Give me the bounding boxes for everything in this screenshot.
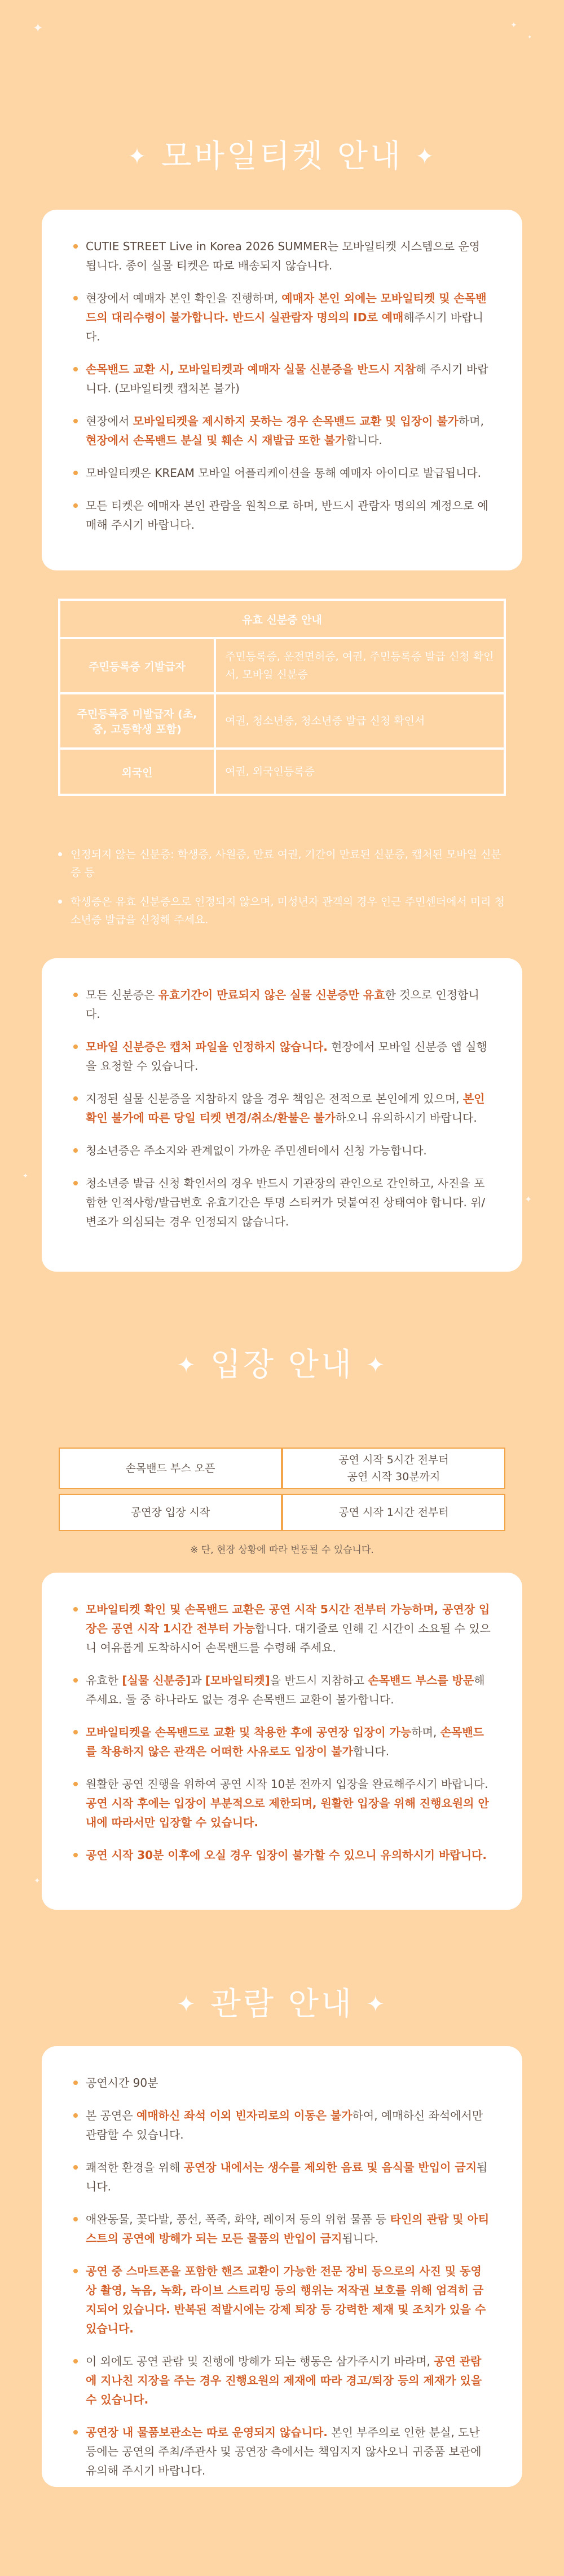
highlight-text: 현장에서 손목밴드 분실 및 훼손 시 재발급 또한 불가 (86, 433, 346, 447)
section-title-mobile-ticket: ✦ 모바일티켓 안내 ✦ (0, 134, 564, 179)
list-item (73, 1774, 491, 1832)
body-text: CUTIE STREET Live in Korea 2026 SUMMER는 모바일티켓 시스템으로 운영됩니다. 종이 실물 티켓은 따로 배송되지 않습니다. (86, 240, 481, 272)
body-text: 현장에서 예매자 본인 확인을 진행하며, (86, 291, 282, 305)
highlight-text: 모바일 신분증은 캡처 파일을 인정하지 않습니다. (86, 1040, 328, 1054)
highlight-text: 공연 관람에 지나친 지장을 주는 경우 진행요원의 제재에 따라 경고/퇴장 등의 제재가 있을 수 있습니다. (86, 2354, 482, 2406)
list-item (73, 1141, 491, 1160)
sparkle-icon: ✦ (527, 34, 532, 41)
highlight-text: 모바일티켓을 손목밴드로 교환 및 착용한 후에 공연장 입장이 가능 (86, 1725, 412, 1739)
list-item (73, 1723, 491, 1761)
body-text: 됩니다. (342, 2232, 378, 2245)
list-item (73, 2352, 491, 2409)
body-text: 합니다. (352, 1745, 390, 1758)
id-row-label: 외국인 (59, 749, 215, 795)
list-item: 인정되지 않는 신분증: 학생증, 사원증, 만료 여권, 기간이 만료된 신분증, 캡처된 모바일 신분증 등 (58, 846, 506, 882)
body-text: 이 외에도 공연 관람 및 진행에 방해가 되는 행동은 삼가주시기 바라며, (86, 2354, 434, 2368)
list-item (73, 2158, 491, 2196)
entry-row-value: 공연 시작 1시간 전부터 (282, 1494, 505, 1531)
entry-row-value: 공연 시작 5시간 전부터 공연 시작 30분까지 (282, 1448, 505, 1489)
section-title-entry: ✦ 입장 안내 ✦ (0, 1343, 564, 1388)
list-item: 학생증은 유효 신분증으로 인정되지 않으며, 미성년자 관객의 경우 인근 주민센터에서 미리 청소년증 발급을 신청해 주세요. (58, 893, 506, 929)
body-text: 합니다. (346, 433, 382, 447)
entry-row-label: 공연장 입장 시작 (59, 1494, 282, 1531)
list-item (73, 2261, 491, 2338)
body-text: 청소년증 발급 신청 확인서의 경우 반드시 기관장의 관인으로 간인하고, 사진을 포함한 인적사항/발급번호 유효기간은 투명 스티커가 덧붙여진 상태여야 합니다. 위/변조가 의심되는 경우 인정되지 않습니다. (86, 1176, 486, 1228)
id-row-value: 여권, 외국인등록증 (215, 749, 505, 795)
list-item (73, 463, 491, 483)
list-item (73, 2423, 491, 2480)
body-text: 현장에서 (86, 414, 133, 428)
id-row-value: 여권, 청소년증, 청소년증 발급 신청 확인서 (215, 693, 505, 749)
body-text: 과 (191, 1674, 205, 1687)
star-icon: ✦ (366, 1991, 387, 2017)
list-item (73, 289, 491, 346)
id-notes-list (58, 846, 506, 940)
entry-rules-list (73, 1600, 491, 1865)
list-item (73, 1671, 491, 1709)
entry-row-label: 손목밴드 부스 오픈 (59, 1448, 282, 1489)
id-card (42, 958, 522, 1272)
body-text: 본인 부주의로 인한 분실, 도난 등에는 공연의 주최/주관사 및 공연장 측에서는 책임지지 않사오니 귀중품 보관에 유의해 주시기 바랍니다. (86, 2425, 482, 2477)
id-row-value: 주민등록증, 운전면허증, 여권, 주민등록증 발급 신청 확인서, 모바일 신분증 (215, 638, 505, 693)
viewing-card (42, 2046, 522, 2487)
body-text: 모든 티켓은 예매자 본인 관람을 원칙으로 하며, 반드시 관람자 명의의 계정으로 예매해 주시기 바랍니다. (86, 499, 488, 532)
star-icon: ✦ (177, 1991, 198, 2017)
entry-note: ※ 단, 현장 상황에 따라 변동될 수 있습니다. (190, 1544, 374, 1556)
star-icon: ✦ (177, 1352, 198, 1378)
section-title-viewing: ✦ 관람 안내 ✦ (0, 1982, 564, 2027)
body-text: 해주시기 바랍니다. (86, 311, 483, 343)
list-item (73, 1174, 491, 1231)
sparkle-icon: ✦ (23, 1172, 29, 1180)
highlight-text: 모바일티켓 확인 및 손목밴드 교환은 공연 시작 5시간 전부터 가능하며, 공연장 입장은 공연 시작 1시간 전부터 가능 (86, 1603, 490, 1635)
highlight-text: [모바일티켓] (205, 1674, 270, 1687)
sparkle-icon: ✦ (33, 21, 43, 36)
list-item (73, 2073, 491, 2092)
sparkle-icon: ✦ (34, 1876, 41, 1885)
list-item (73, 411, 491, 450)
list-item (73, 1089, 491, 1127)
highlight-text: [실물 신분증] (122, 1674, 191, 1687)
list-item (73, 2210, 491, 2248)
mobile-ticket-list (73, 237, 491, 534)
highlight-text: 손목밴드 부스를 방문 (368, 1674, 474, 1687)
body-text: 공연시간 90분 (86, 2076, 158, 2090)
list-item (73, 1845, 491, 1865)
body-text: 모바일티켓은 KREAM 모바일 어플리케이션을 통해 예매자 아이디로 발급됩니다. (86, 466, 482, 480)
highlight-text: 예매자 본인 외에는 모바일티켓 및 손목밴드의 대리수령이 불가합니다. 반드시 실관람자 명의의 ID로 예매 (86, 291, 487, 324)
body-text: 합니다. 대기줄로 인해 긴 시간이 소요될 수 있으니 여유롭게 도착하시어 손목밴드를 수령해 주세요. (86, 1622, 491, 1654)
entry-card (42, 1573, 522, 1910)
body-text: 원활한 공연 진행을 위하여 공연 시작 10분 전까지 입장을 완료해주시기 바랍니다. (86, 1777, 488, 1791)
highlight-text: 공연 시작 후에는 입장이 부분적으로 제한되며, 원활한 입장을 위해 진행요원의 안내에 따라서만 입장할 수 있습니다. (86, 1796, 489, 1829)
id-row-label: 주민등록증 기발급자 (59, 638, 215, 693)
list-item (73, 237, 491, 275)
highlight-text: 본인 확인 불가에 따른 당일 티켓 변경/취소/환불은 불가 (86, 1092, 485, 1125)
body-text: 됩니다. (86, 2161, 488, 2193)
valid-id-table-header: 유효 신분증 안내 (59, 600, 505, 638)
highlight-text: 공연장 내 물품보관소는 따로 운영되지 않습니다. (86, 2425, 328, 2439)
entry-time-table (59, 1448, 505, 1531)
sparkle-icon: ✦ (525, 1194, 532, 1205)
list-item (73, 496, 491, 534)
body-text: 하며, (458, 414, 484, 428)
star-icon: ✦ (366, 1352, 387, 1378)
highlight-text: 공연 중 스마트폰을 포함한 핸즈 교환이 가능한 전문 장비 등으로의 사진 및 동영상 촬영, 녹음, 녹화, 라이브 스트리밍 등의 행위는 저작권 보호를 위해 엄격히 금지되어 있습니다. 반복된 적발시에는 강제 퇴장 등 강력한 제재 및 조치가 있을 수 있습니다. (86, 2264, 486, 2335)
body-text: 애완동물, 꽃다발, 풍선, 폭죽, 화약, 레이저 등의 위험 물품 등 (86, 2212, 390, 2226)
body-text: 모든 신분증은 (86, 988, 158, 1002)
highlight-text: 공연장 내에서는 생수를 제외한 음료 및 음식물 반입이 금지 (183, 2161, 477, 2174)
mobile-ticket-card (42, 210, 522, 570)
list-item (73, 1600, 491, 1657)
id-row-label: 주민등록증 미발급자 (초, 중, 고등학생 포함) (59, 693, 215, 749)
body-text: 하며, (411, 1725, 440, 1739)
highlight-text: 손목밴드를 착용하지 않은 관객은 어떠한 사유로도 입장이 불가 (86, 1725, 484, 1758)
highlight-text: 타인의 관람 및 아티스트의 공연에 방해가 되는 모든 물품의 반입이 금지 (86, 2212, 490, 2245)
body-text: 을 반드시 지참하고 (270, 1674, 368, 1687)
highlight-text: 예매하신 좌석 이외 빈자리로의 이동은 불가 (136, 2109, 352, 2122)
body-text: 유효한 (86, 1674, 122, 1687)
body-text: 지정된 실물 신분증을 지참하지 않을 경우 책임은 전적으로 본인에게 있으며, (86, 1092, 463, 1105)
body-text: 본 공연은 (86, 2109, 136, 2122)
body-text: 하여, 예매하신 좌석에서만 관람할 수 있습니다. (86, 2109, 483, 2141)
body-text: 해 주세요. 둘 중 하나라도 없는 경우 손목밴드 교환이 불가합니다. (86, 1674, 485, 1706)
star-icon: ✦ (415, 143, 437, 170)
list-item (73, 2106, 491, 2144)
body-text: 해 주시기 바랍니다. (모바일티켓 캡처본 불가) (86, 362, 488, 395)
body-text: 청소년증은 주소지와 관계없이 가까운 주민센터에서 신청 가능합니다. (86, 1144, 427, 1157)
highlight-text: 손목밴드 교환 시, 모바일티켓과 예매자 실물 신분증을 반드시 지참 (86, 362, 416, 376)
list-item (73, 1037, 491, 1075)
body-text: 한 것으로 인정합니다. (86, 988, 479, 1021)
viewing-rules-list (73, 2073, 491, 2480)
body-text: 현장에서 모바일 신분증 앱 실행을 요청할 수 있습니다. (86, 1040, 487, 1073)
list-item (73, 985, 491, 1024)
list-item (73, 360, 491, 398)
valid-id-table (58, 599, 506, 796)
id-rules-list (73, 985, 491, 1231)
highlight-text: 유효기간이 만료되지 않은 실물 신분증만 유효 (158, 988, 385, 1002)
highlight-text: 모바일티켓을 제시하지 못하는 경우 손목밴드 교환 및 입장이 불가 (133, 414, 459, 428)
star-icon: ✦ (127, 143, 149, 170)
highlight-text: 공연 시작 30분 이후에 오실 경우 입장이 불가할 수 있으니 유의하시기 바랍니다. (86, 1848, 487, 1862)
body-text: 쾌적한 환경을 위해 (86, 2161, 184, 2174)
sparkle-icon: ✦ (510, 21, 517, 30)
body-text: 하오니 유의하시기 바랍니다. (335, 1111, 477, 1125)
